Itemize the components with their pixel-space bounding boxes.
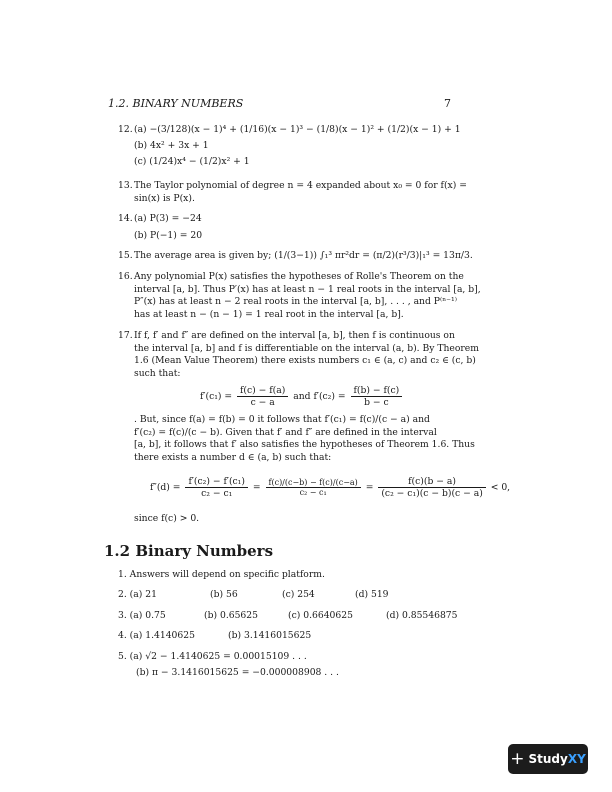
text-line: the interval [a, b] and f is differentiable on the interval (a, b). By Theorem	[134, 342, 479, 354]
text-line: 1.6 (Mean Value Theorem) there exists numbers c₁ ∈ (a, c) and c₂ ∈ (c, b)	[134, 355, 476, 366]
answer-2d: (d) 519	[355, 589, 389, 600]
numerator: f(b) − f(c)	[351, 385, 403, 397]
answer-12a: (a) −(3/128)(x − 1)⁴ + (1/16)(x − 1)³ − (1/8)(x − 1)² + (1/2)(x − 1) + 1	[134, 124, 461, 135]
text-line: since f(c) > 0.	[134, 513, 200, 524]
answer-1: 1. Answers will depend on specific platform.	[118, 569, 325, 580]
answer-5a: 5. (a) √2 − 1.4140625 = 0.00015109 . . .	[118, 651, 307, 662]
item-number: 13.	[118, 180, 133, 191]
denominator: (c₂ − c₁)(c − b)(c − a)	[381, 488, 483, 499]
equation-mvt	[200, 385, 404, 408]
text-line: [a, b], it follows that f′ also satisfies the hypotheses of Theorem 1.6. Thus	[134, 439, 475, 450]
text-line: sin(x) is P(x).	[134, 192, 195, 204]
fraction	[351, 385, 403, 408]
fraction	[266, 478, 361, 497]
answer-3a: 3. (a) 0.75	[118, 610, 166, 621]
text-line: The average area is given by; (1/(3−1)) ∫₁³ πr²dr = (π/2)(r³/3)|₁³ = 13π/3.	[134, 250, 473, 261]
denominator: c₂ − c₁	[299, 488, 327, 497]
answer-3b: (b) 0.65625	[204, 610, 258, 621]
numerator: f(c) − f(a)	[237, 385, 288, 397]
eq-rhs: < 0,	[490, 482, 511, 493]
text-line: f′(c₂) = f(c)/(c − b). Given that f′ and f″ are defined in the interval	[134, 426, 437, 438]
answer-17-end	[118, 513, 508, 526]
numerator: f(c)/(c−b) − f(c)/(c−a)	[266, 478, 361, 488]
answer-12b: (b) 4x² + 3x + 1	[134, 139, 209, 151]
text-line: has at least n − (n − 1) = 1 real root in the interval [a, b].	[134, 308, 404, 320]
fraction	[378, 476, 485, 499]
answer-16	[118, 271, 508, 321]
item-number: 15.	[118, 250, 133, 261]
running-header-section: 1.2. BINARY NUMBERS	[108, 97, 244, 110]
item-number: 16.	[118, 271, 133, 282]
answer-5b: (b) π − 3.1416015625 = −0.000008908 . . .	[136, 667, 339, 678]
eq-mid: and f′(c₂) =	[293, 391, 346, 402]
answer-2a: 2. (a) 21	[118, 589, 157, 600]
answer-4a: 4. (a) 1.4140625	[118, 630, 195, 641]
plus-icon: +	[510, 749, 525, 769]
answer-17	[118, 330, 508, 380]
equation-second-derivative: f″(d) = $\frac{\text{f′(c₂) − f′(c₁)}}{\text{c₂ − c₁}}$ = $\frac{f(c)/(c-b) - f(c)/(c-a)}{\text{c₂ − c₁}}$ = $\frac{f(c)(b - a)}{\text{(c₂ − c₁)(c − b)(c − a)}}$ < 0,	[150, 476, 511, 499]
answer-13	[118, 180, 508, 205]
text-line: . But, since f(a) = f(b) = 0 it follows that f′(c₁) = f(c)/(c − a) and	[134, 414, 430, 425]
answer-12	[118, 124, 508, 169]
answer-4b: (b) 3.1416015625	[228, 630, 312, 641]
studyxy-badge[interactable]	[508, 744, 588, 774]
answer-17-continued	[118, 414, 508, 464]
text-line: The Taylor polynomial of degree n = 4 expanded about x₀ = 0 for f(x) =	[134, 180, 467, 191]
fraction	[237, 385, 288, 408]
answer-14b: (b) P(−1) = 20	[134, 229, 203, 241]
brand-name: StudyXY	[528, 752, 586, 766]
answer-15	[118, 250, 508, 263]
answer-2c: (c) 254	[282, 589, 315, 600]
item-number: 14.	[118, 213, 133, 224]
fraction	[185, 476, 248, 499]
text-line: there exists a number d ∈ (a, b) such that:	[134, 451, 332, 463]
text-line: P″(x) has at least n − 2 real roots in the interval [a, b], . . . , and P⁽ⁿ⁻¹⁾	[134, 296, 457, 307]
text-line: Any polynomial P(x) satisfies the hypotheses of Rolle's Theorem on the	[134, 271, 464, 282]
answer-14	[118, 213, 508, 242]
item-number: 12.	[118, 124, 133, 135]
page-number: 7	[444, 97, 451, 110]
text-line: If f, f′ and f″ are defined on the interval [a, b], then f is continuous on	[134, 330, 455, 341]
answer-3c: (c) 0.6640625	[288, 610, 353, 621]
numerator: f′(c₂) − f′(c₁)	[185, 476, 248, 488]
eq-lhs: f′(c₁) =	[200, 391, 233, 402]
numerator: f(c)(b − a)	[378, 476, 485, 488]
denominator: c₂ − c₁	[201, 488, 233, 499]
answer-14a: (a) P(3) = −24	[134, 213, 202, 224]
answer-12c: (c) (1/24)x⁴ − (1/2)x² + 1	[134, 156, 250, 167]
item-number: 17.	[118, 330, 133, 341]
answer-3d: (d) 0.85546875	[386, 610, 458, 621]
eq-lhs: f″(d) =	[150, 482, 181, 493]
denominator: b − c	[364, 397, 389, 408]
text-line: such that:	[134, 367, 181, 379]
denominator: c − a	[250, 397, 275, 408]
section-heading: 1.2 Binary Numbers	[104, 542, 274, 560]
text-line: interval [a, b]. Thus P′(x) has at least n − 1 real roots in the interval [a, b],	[134, 283, 481, 295]
answer-2b: (b) 56	[210, 589, 238, 600]
